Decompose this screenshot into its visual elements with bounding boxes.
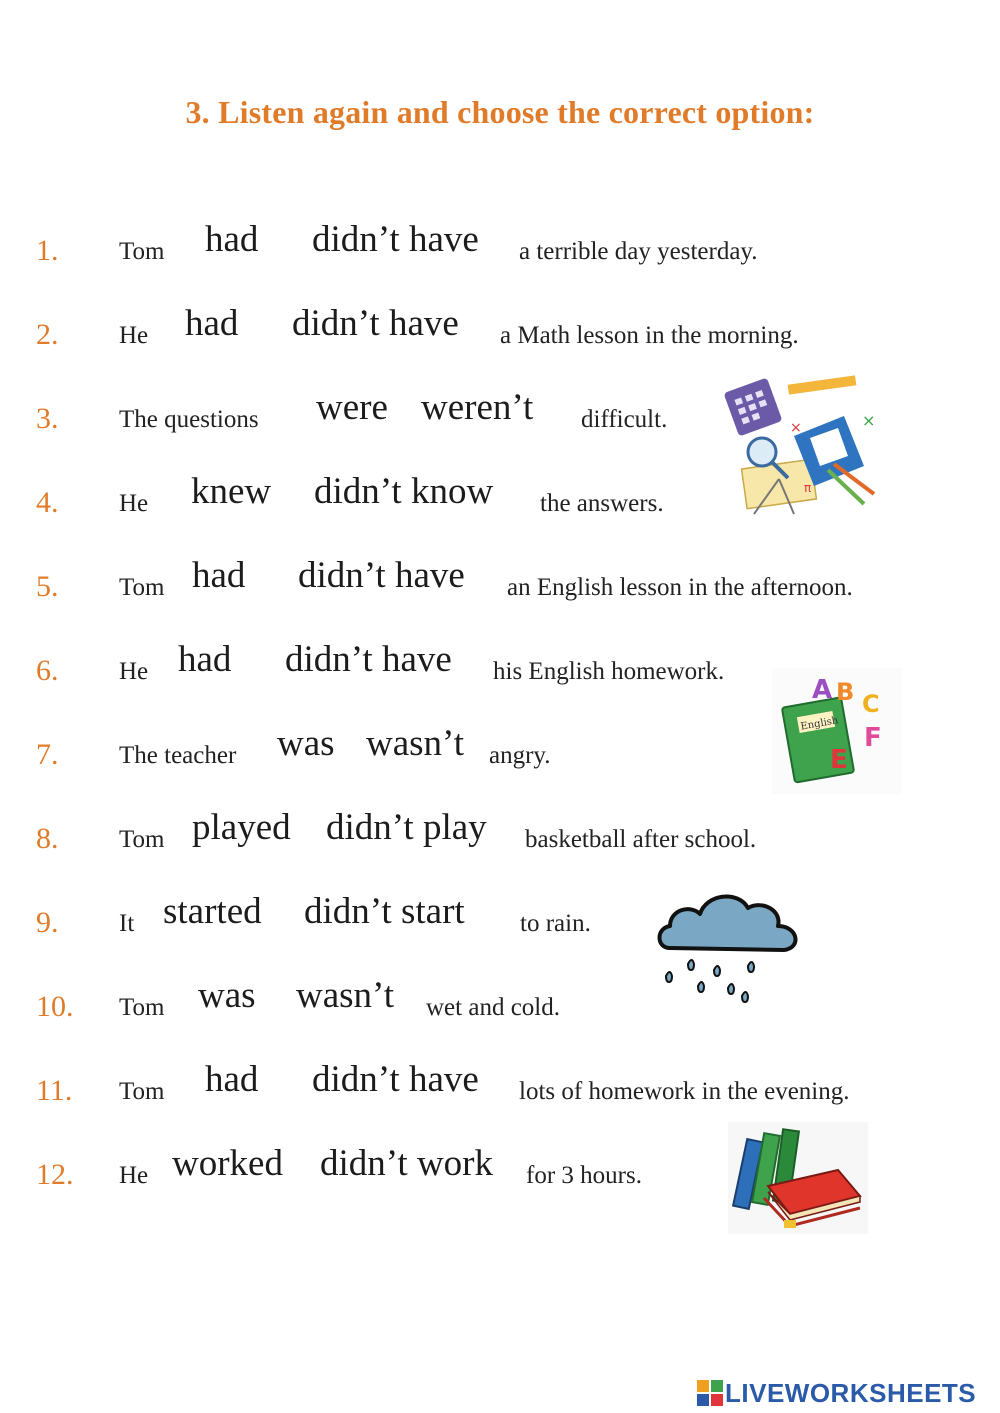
svg-text:π: π <box>804 481 812 495</box>
option-negative[interactable]: didn’t have <box>298 555 465 596</box>
option-negative[interactable]: wasn’t <box>296 975 394 1016</box>
sentence-end: the answers. <box>540 490 664 517</box>
item-number: 6. <box>36 654 59 687</box>
item-number: 9. <box>36 906 59 939</box>
math-tools-illustration <box>724 374 884 524</box>
sentence-end: for 3 hours. <box>526 1162 642 1189</box>
option-negative[interactable]: didn’t have <box>285 639 452 680</box>
item-number: 12. <box>36 1158 74 1191</box>
sentence-start: Tom <box>119 826 165 853</box>
option-positive[interactable]: had <box>178 639 232 680</box>
sentence-start: Tom <box>119 238 165 265</box>
option-positive[interactable]: had <box>205 1059 259 1100</box>
sentence-start: Tom <box>119 574 165 601</box>
sentence-end: angry. <box>489 742 551 769</box>
option-positive[interactable]: knew <box>191 471 272 512</box>
item-number: 8. <box>36 822 59 855</box>
option-positive[interactable]: was <box>277 723 335 764</box>
item-number: 2. <box>36 318 59 351</box>
sentence-start: The questions <box>119 406 259 433</box>
sentence-end: difficult. <box>581 406 668 433</box>
sentence-start: He <box>119 322 149 349</box>
option-positive[interactable]: had <box>205 219 259 260</box>
sentence-end: wet and cold. <box>426 994 560 1021</box>
sentence-end: a terrible day yesterday. <box>519 238 758 265</box>
sentence-start: He <box>119 490 149 517</box>
exercise-item-10 <box>0 974 1000 1034</box>
sentence-start: He <box>119 1162 149 1189</box>
option-positive[interactable]: was <box>198 975 256 1016</box>
item-number: 3. <box>36 402 59 435</box>
worksheet-title: 3. Listen again and choose the correct option: <box>185 94 815 130</box>
sentence-end: a Math lesson in the morning. <box>500 322 799 349</box>
exercise-item-1 <box>0 218 1000 278</box>
letter-f: F <box>864 723 882 753</box>
letter-c: C <box>862 690 880 718</box>
sentence-start: Tom <box>119 1078 165 1105</box>
item-number: 11. <box>36 1074 73 1107</box>
option-negative[interactable]: didn’t start <box>304 891 465 932</box>
option-negative[interactable]: didn’t have <box>312 219 479 260</box>
letter-e: E <box>830 745 848 775</box>
exercise-item-5 <box>0 554 1000 614</box>
liveworksheets-logo-icon <box>697 1380 723 1406</box>
option-positive[interactable]: worked <box>172 1143 283 1184</box>
option-positive[interactable]: had <box>192 555 246 596</box>
option-positive[interactable]: started <box>163 891 262 932</box>
option-negative[interactable]: weren’t <box>421 387 534 428</box>
letter-a: A <box>812 675 833 705</box>
option-negative[interactable]: wasn’t <box>366 723 464 764</box>
option-negative[interactable]: didn’t work <box>320 1143 494 1184</box>
exercise-item-9 <box>0 890 1000 950</box>
item-number: 10. <box>36 990 74 1023</box>
option-negative[interactable]: didn’t have <box>292 303 459 344</box>
liveworksheets-logo <box>697 1376 976 1410</box>
exercise-item-2 <box>0 302 1000 362</box>
sentence-start: The teacher <box>119 742 237 769</box>
sentence-end: to rain. <box>520 910 591 937</box>
option-negative[interactable]: didn’t play <box>326 807 487 848</box>
exercise-item-11 <box>0 1058 1000 1118</box>
sentence-end: his English homework. <box>493 658 725 685</box>
option-negative[interactable]: didn’t know <box>314 471 494 512</box>
letter-b: B <box>836 678 855 706</box>
svg-text:×: × <box>862 411 876 430</box>
sentence-end: basketball after school. <box>525 826 757 853</box>
sentence-end: lots of homework in the evening. <box>519 1078 850 1105</box>
books-illustration <box>728 1122 868 1234</box>
option-positive[interactable]: had <box>185 303 239 344</box>
sentence-start: It <box>119 910 135 937</box>
svg-text:×: × <box>790 420 802 436</box>
sentence-start: Tom <box>119 994 165 1021</box>
english-book-label: English <box>799 715 840 733</box>
exercise-item-8 <box>0 806 1000 866</box>
item-number: 4. <box>36 486 59 519</box>
item-number: 5. <box>36 570 59 603</box>
option-positive[interactable]: were <box>316 387 388 428</box>
sentence-start: He <box>119 658 149 685</box>
liveworksheets-logo-text: LIVEWORKSHEETS <box>725 1377 977 1408</box>
english-book-illustration <box>772 668 902 794</box>
sentence-end: an English lesson in the afternoon. <box>507 574 853 601</box>
option-negative[interactable]: didn’t have <box>312 1059 479 1100</box>
option-positive[interactable]: played <box>192 807 291 848</box>
item-number: 1. <box>36 234 59 267</box>
rain-cloud-illustration <box>652 884 806 1014</box>
item-number: 7. <box>36 738 59 771</box>
